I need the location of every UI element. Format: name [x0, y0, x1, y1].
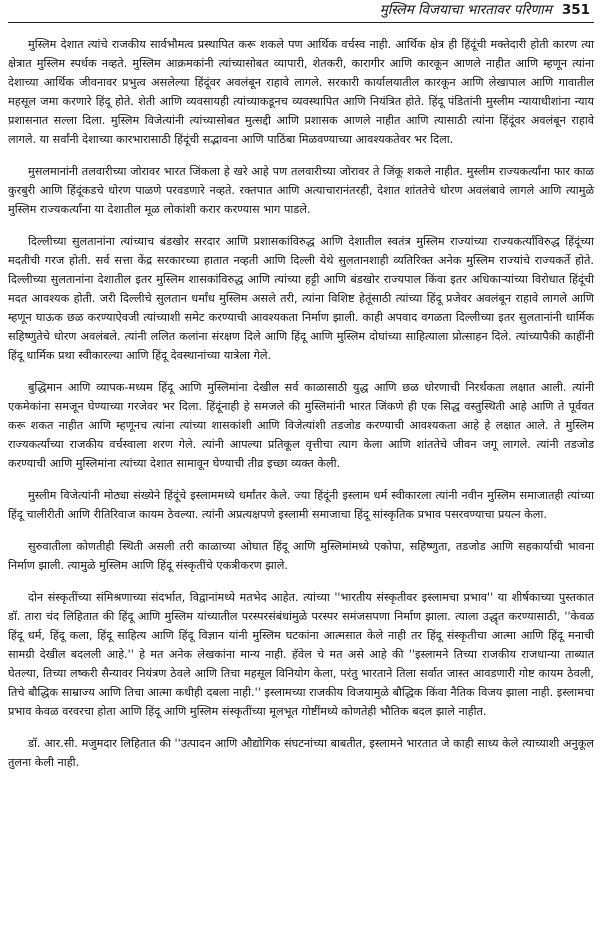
paragraph-3: दिल्लीच्या सुलतानांना त्यांच्याच बंडखोर सरदार आणि प्रशासकांविरुद्ध आणि देशातील स्वतंत्र मुस्लिम राज्यांच्या राज्यकर्त्यांविरुद्ध हिंदूंच्या मदतीची गरज होती. सर्व सत्ता केंद्र सरकारच्या हातात नव्हती आणि दिल्ली येथे सुलतानशाही व्यतिरिक्त अनेक मुस्लिम राज्यांचे राज्यकर्ते होते. दिल्लीच्या सुलतानांना देशातील इतर मुस्लिम शासकांविरुद्ध आणि त्यांच्या हट्टी आणि बंडखोर राज्यपाल किंवा इतर अधिकाऱ्यांच्या विरोधात हिंदूंची मदत आवश्यक होती. जरी दिल्लीचे सुलतान धर्मांध मुस्लिम असले तरी, त्यांना विशिष्ट हेतूंसाठी त्यांच्या हिंदू प्रजेवर अवलंबून राहावे लागले आणि म्हणून घाऊक छळ करण्याऐवजी त्यांच्याशी समेट करण्याची आवश्यकता निर्माण झाली. काही अपवाद वगळता दिल्लीच्या इतर सुलतानांनी धार्मिक सहिष्णुतेचे धोरण अवलंबले. त्यांनी ललित कलांना संरक्षण दिले आणि हिंदू आणि मुस्लिम दोघांच्या साहित्याला प्रोत्साहन दिले. त्यांच्यापैकी काहींनी हिंदू धार्मिक प्रथा स्वीकारल्या आणि हिंदू देवस्थानांच्या यात्रेला गेले.	[8, 235, 594, 362]
running-title: मुस्लिम विजयाचा भारतावर परिणाम	[379, 2, 552, 18]
paragraph-5: मुस्लीम विजेत्यांनी मोठ्या संख्येने हिंदूंचे इस्लाममध्ये धर्मांतर केले. ज्या हिंदूंनी इस्लाम धर्म स्वीकारला त्यांनी नवीन मुस्लिम समाजातही त्यांच्या हिंदू चालीरीती आणि रीतिरिवाज कायम ठेवल्या. त्यांनी अप्रत्यक्षपणे इस्लामी समाजाचा हिंदू सांस्कृतिक प्रभाव पसरवण्याचा प्रयत्न केला.	[8, 489, 594, 521]
page-body	[8, 23, 594, 772]
page-number: 351	[561, 2, 590, 18]
paragraph-8: डॉ. आर.सी. मजुमदार लिहितात की ''उत्पादन आणि औद्योगिक संघटनांच्या बाबतीत, इस्लामने भारतात जे काही साध्य केले त्याच्याशी अनुकूल तुलना केली नाही.	[8, 737, 594, 769]
paragraph-2: मुसलमानांनी तलवारीच्या जोरावर भारत जिंकला हे खरे आहे पण तलवारीच्या जोरावर ते जिंकू शकले नाहीत. मुस्लीम राज्यकर्त्यांना फार काळ कुरबुरी आणि हिंदूंकडचे धोरण पाळणे परवडणारे नव्हते. रक्तपात आणि अत्याचारानंतरही, देशात शांततेचे धोरण अवलंबावे लागले आणि त्यामुळे मुस्लिम राज्यकर्त्यांना या देशातील मूळ लोकांशी करार करण्यास भाग पाडले.	[8, 165, 594, 216]
paragraph-4: बुद्धिमान आणि व्यापक-मध्यम हिंदू आणि मुस्लिमांना देखील सर्व काळासाठी युद्ध आणि छळ धोरणाची निरर्थकता लक्षात आली. त्यांनी एकमेकांना समजून घेण्याच्या गरजेवर भर दिला. हिंदूंनाही हे समजले की मुस्लिमांनी भारत जिंकणे ही एक सिद्ध वस्तुस्थिती आहे आणि ते पूर्ववत करू शकत नाहीत आणि म्हणूनच त्यांना त्यांच्या शासकांशी आणि विजेत्यांशी तडजोड करण्याची आवश्यकता आहे हे लक्षात आले. ते मुस्लिम राज्यकर्त्यांच्या राजकीय वर्चस्वाला शरण गेले. त्यांनी आपल्या प्रतिकूल वृत्तीचा त्याग केला आणि शांततेचे जीवन जगू लागले. त्यांनी तडजोड करण्याची आणि मुस्लिमांना त्यांच्या देशात सामावून घेण्याची तीव्र इच्छा व्यक्त केली.	[8, 381, 594, 470]
paragraph-1: मुस्लिम देशात त्यांचे राजकीय सार्वभौमत्व प्रस्थापित करू शकले पण आर्थिक वर्चस्व नाही. आर्थिक क्षेत्र ही हिंदूंची मक्तेदारी होती कारण त्या क्षेत्रात मुस्लिम स्पर्धक नव्हते. मुस्लिम आक्रमकांनी त्यांच्यासोबत व्यापारी, शेतकरी, कारागीर आणि कारकून आणले नाहीत आणि म्हणून त्यांना देशाच्या आर्थिक जीवनावर प्रभुत्व असलेल्या हिंदूंवर अवलंबून राहावे लागले. सरकारी कार्यालयातील कारकून आणि लेखापाल आणि गावातील महसूल जमा करणारे हिंदू होते. शेती आणि व्यवसायही त्यांच्याकडूनच व्यवस्थापित आणि नियंत्रित होते. हिंदू पंडितांनी मुस्लीम न्यायाधीशांना न्याय प्रशासनात सल्ला दिला. मुस्लिम विजेत्यांनी त्यांच्यासोबत मुत्सद्दी आणि प्रशासक आणले नाहीत आणि त्यासाठी त्यांना हिंदूंवर अवलंबून राहावे लागले. या सर्वांनी देशाच्या कारभारासाठी हिंदूंची सद्भावना आणि पाठिंबा मिळवण्याच्या आवश्यकतेवर भर दिला.	[8, 38, 594, 146]
paragraph-6: सुरुवातीला कोणतीही स्थिती असली तरी काळाच्या ओघात हिंदू आणि मुस्लिमांमध्ये एकोपा, सहिष्णुता, तडजोड आणि सहकार्याची भावना निर्माण झाली. त्यामुळे मुस्लिम आणि हिंदू संस्कृतींचे एकत्रीकरण झाले.	[8, 540, 594, 572]
paragraph-7: दोन संस्कृतींच्या संमिश्रणाच्या संदर्भात, विद्वानांमध्ये मतभेद आहेत. त्यांच्या ''भारतीय संस्कृतीवर इस्लामचा प्रभाव'' या शीर्षकाच्या पुस्तकात डॉ. तारा चंद लिहितात की हिंदू आणि मुस्लिम यांच्यातील परस्परसंबंधांमुळे परस्पर समंजसपणा निर्माण झाला. त्याला उद्धृत करण्यासाठी, ''केवळ हिंदू धर्म, हिंदू कला, हिंदू साहित्य आणि हिंदू विज्ञान यांनी मुस्लिम घटकांना आत्मसात केले नाही तर हिंदू संस्कृतीचा आत्मा आणि हिंदू मनाची सामग्री देखील बदलली आहे.'' हे मत अनेक लेखकांना मान्य नाही. हॅवेल चे मत असे आहे की ''इस्लामने तिच्या राजकीय राजधान्या ताब्यात घेतल्या, तिच्या लष्करी सैन्यावर नियंत्रण ठेवले आणि तिचा महसूल विनियोग केला, परंतु भारताने तिला सर्वात जास्त आवडणारी गोष्ट कायम ठेवली, तिचे बौद्धिक साम्राज्य आणि तिचा आत्मा कधीही दबला नाही.'' इस्लामच्या राजकीय विजयामुळे बौद्धिक किंवा नैतिक विजय झाला नाही. इस्लामचा प्रभाव केवळ वरवरचा होता आणि हिंदू आणि मुस्लिम संस्कृतींच्या मूलभूत गोष्टींमध्ये कोणतेही भौतिक बदल झाले नाहीत.	[8, 591, 594, 718]
page-header	[8, 0, 594, 23]
